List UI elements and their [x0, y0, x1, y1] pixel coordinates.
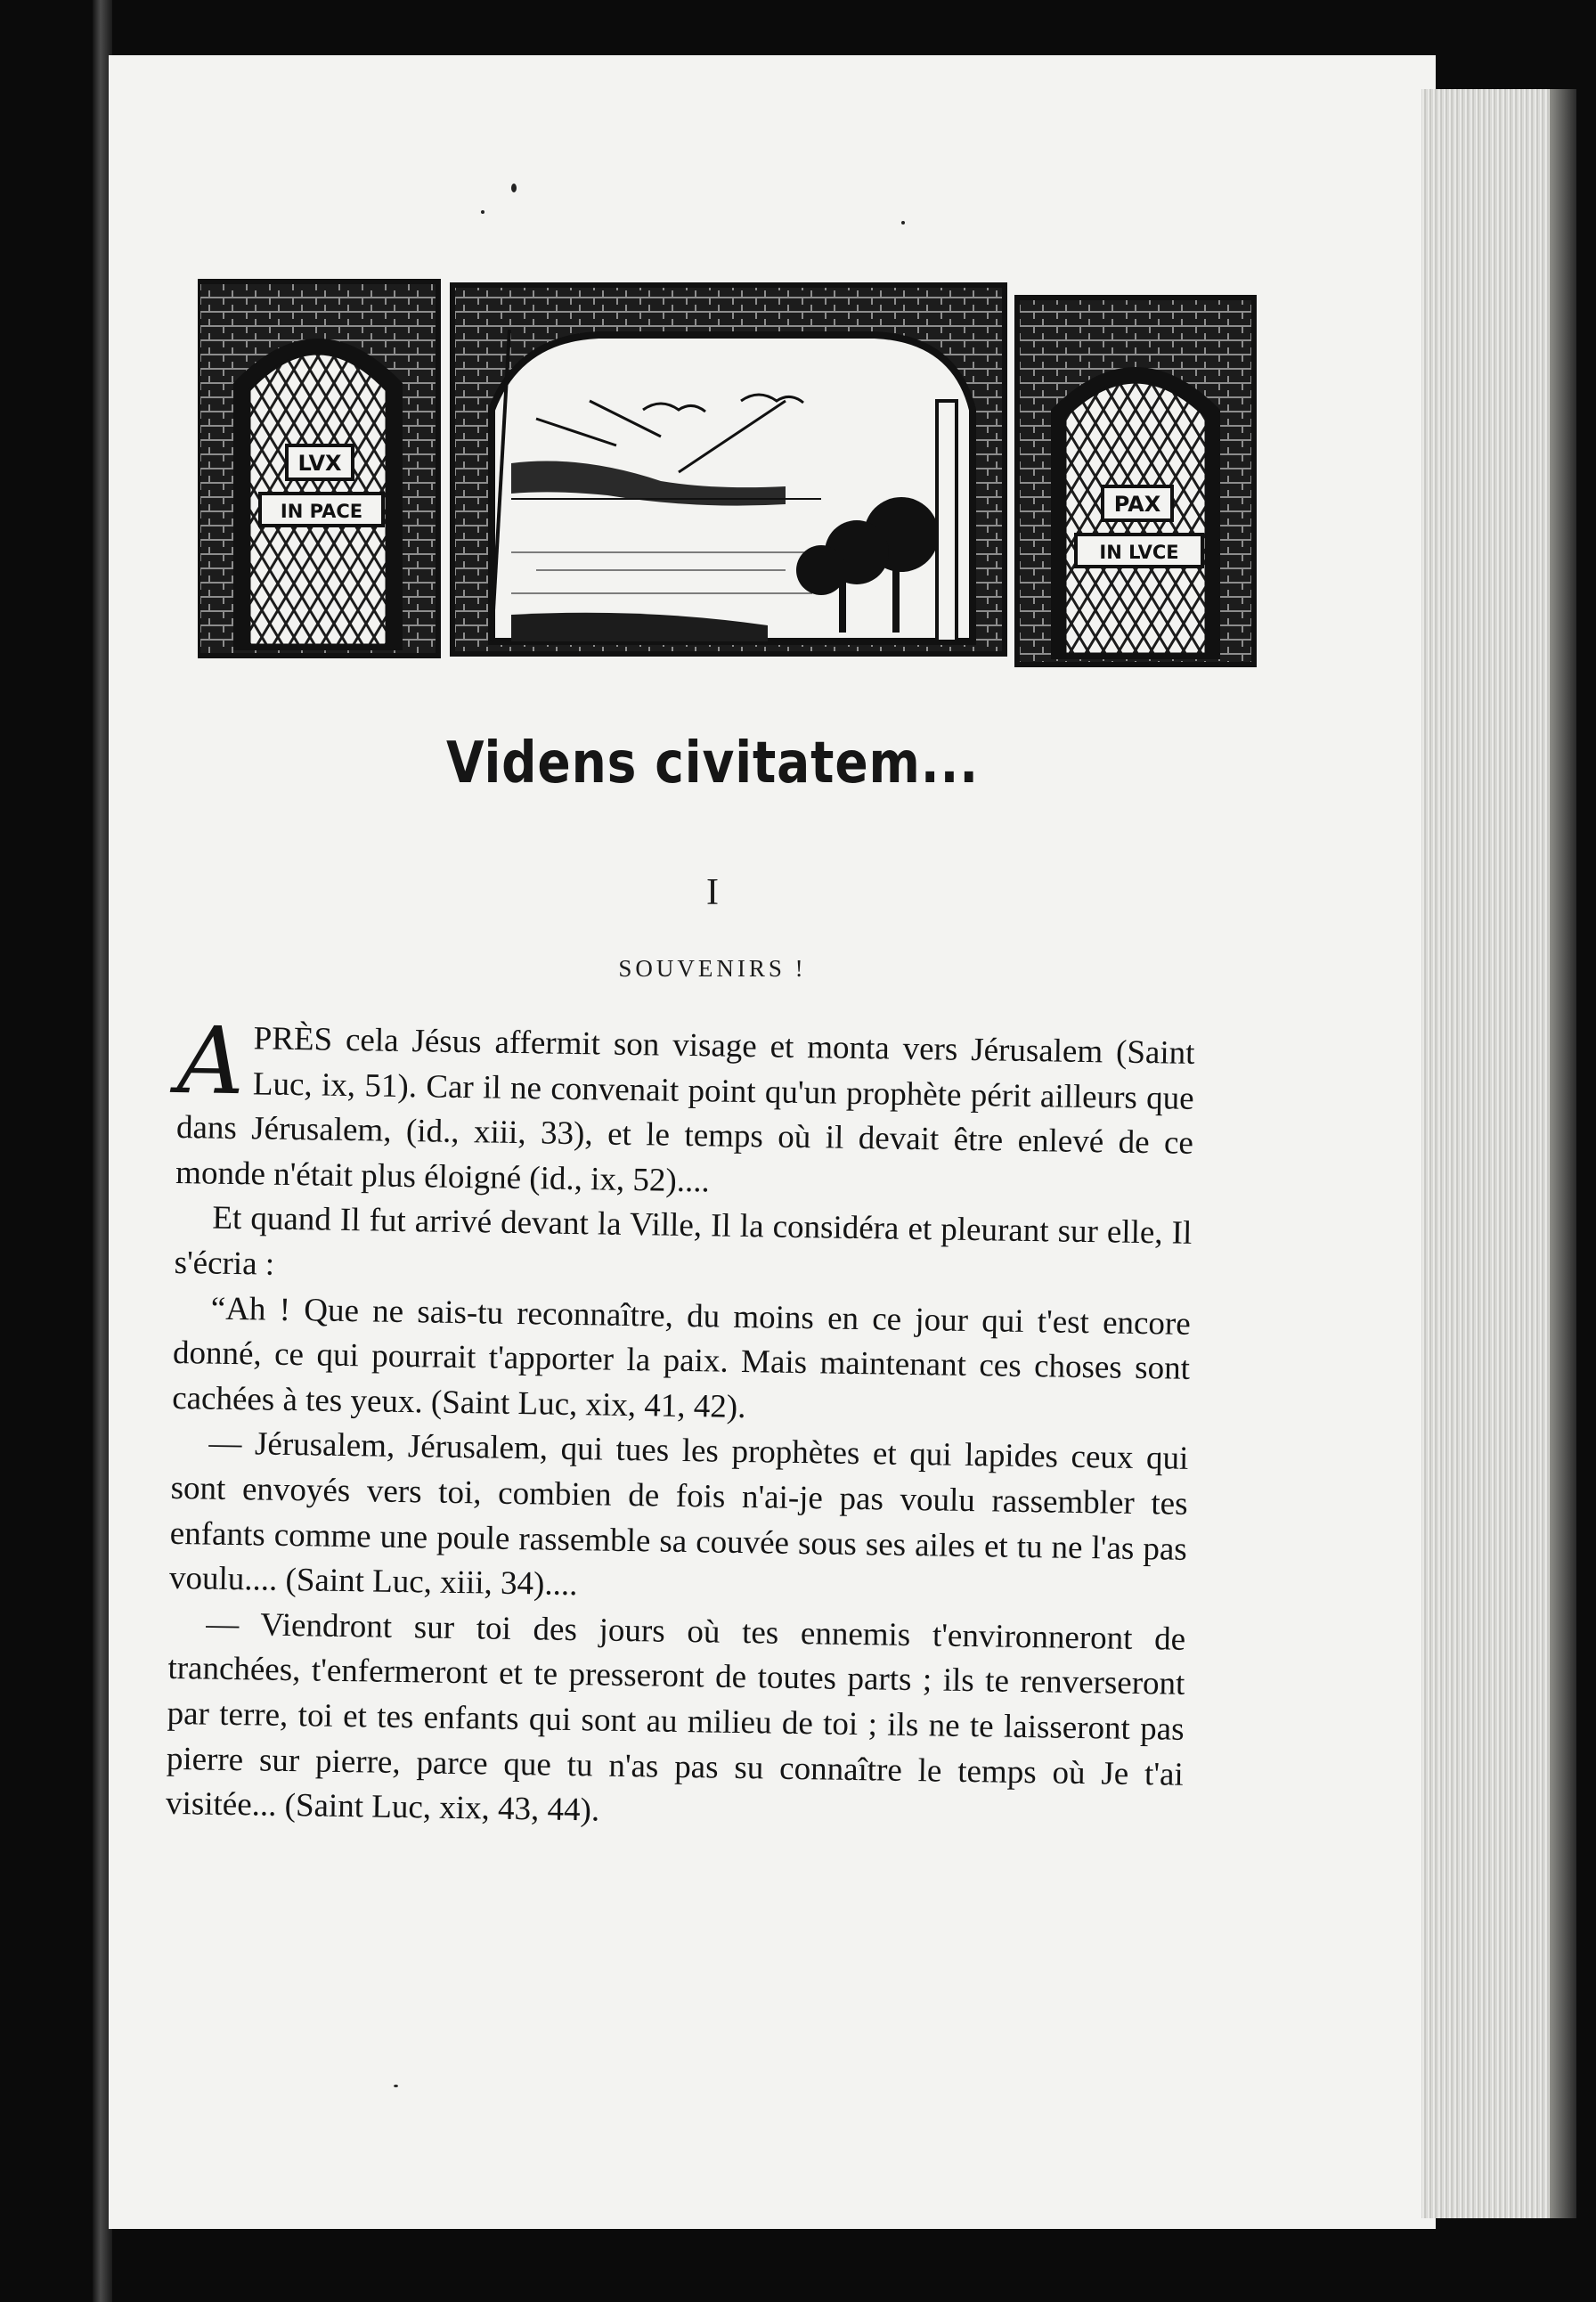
left-window-inscription-1: LVX	[297, 451, 342, 476]
paragraph-3: “Ah ! Que ne sais-tu reconnaître, du moins en ce jour qui t'est encore donné, ce qui pourrait t'apporter la paix. Mais maintenant ces choses sont cachées à tes yeux. (Saint Luc, xix, 41, 42).	[171, 1290, 1192, 1425]
paragraph-1-lead: PRÈS	[253, 1020, 333, 1058]
paragraph-1	[175, 1006, 1195, 1212]
left-window-inscription-2: IN PACE	[280, 501, 363, 522]
drop-cap-letter: A	[176, 1006, 246, 1116]
right-window-panel	[1017, 298, 1254, 665]
paragraph-5: — Viendront sur toi des jours où tes ennemis t'environneront de tranchées, t'enfermeront et te presseront de toutes parts ; ils te renverseront par terre, toi et tes enfants qui sont au milieu de toi ; ils ne te laisseront pas pierre sur pierre, parce que tu n'as pas su connaître le temps où Je t'ai visitée... (Saint Luc, xix, 43, 44).	[165, 1605, 1186, 1829]
right-window-inscription-1: PAX	[1113, 492, 1161, 517]
page-edges	[1421, 89, 1555, 2218]
landscape-panel	[452, 285, 1005, 654]
right-window-inscription-2: IN LVCE	[1099, 542, 1179, 563]
left-window-panel	[198, 282, 438, 656]
page-edges-shadow	[1550, 89, 1576, 2218]
chapter-number: I	[706, 872, 719, 913]
paragraph-4: — Jérusalem, Jérusalem, qui tues les prophètes et qui lapides ceux qui sont envoyés vers toi, combien de fois n'ai-je pas voulu rassembler tes enfants comme une poule rassemble sa couvée sous ses ailes et tu ne l'as pas voulu.... (Saint Luc, xiii, 34)....	[168, 1424, 1189, 1604]
header-illustration	[198, 276, 1258, 668]
paragraph-1-text: cela Jésus affermit son visage et monta vers Jérusalem (Saint Luc, ix, 51). Car il ne convenait point qu'un prophète périt ailleurs que dans Jérusalem, (id., xiii, 33), et le temps où il devait être enlevé de ce monde n'était plus éloigné (id., ix, 52)....	[175, 1021, 1195, 1200]
paragraph-2: Et quand Il fut arrivé devant la Ville, Il la considéra et pleurant sur elle, Il s'écria :	[174, 1200, 1193, 1283]
chapter-subtitle: SOUVENIRS !	[618, 955, 807, 982]
chapter-title: Videns civitatem...	[445, 731, 980, 796]
body-text	[165, 1006, 1195, 1843]
